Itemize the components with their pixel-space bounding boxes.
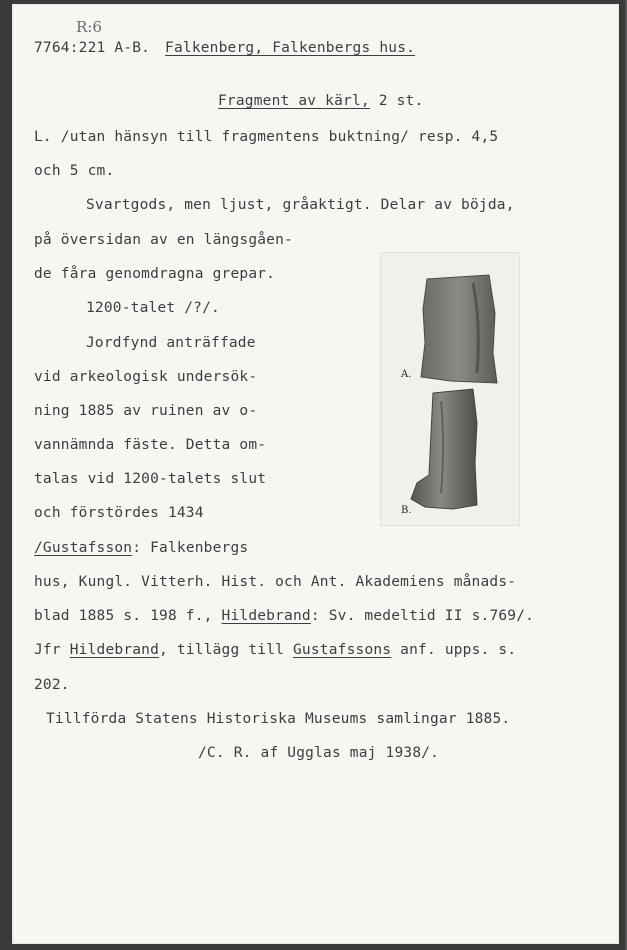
site-title: Falkenberg, Falkenbergs hus. <box>165 40 416 56</box>
text-line-5: de fåra genomdragna grepar. <box>34 266 276 282</box>
ref-hildebrand-2: Hildebrand <box>69 642 160 658</box>
text-line-10: vannämnda fäste. Detta om- <box>34 437 267 453</box>
text-line-11: talas vid 1200-talets slut <box>34 471 267 487</box>
text-line-3: Svartgods, men ljust, gråaktigt. Delar av böjda, <box>86 197 515 213</box>
text-fragment: blad 1885 s. 198 f., <box>34 608 222 624</box>
handwritten-note: R:6 <box>76 18 102 36</box>
artifact-photo <box>380 252 520 526</box>
header-line <box>34 40 415 56</box>
ref-gustafssons: Gustafssons <box>293 642 392 658</box>
object-title <box>218 93 423 109</box>
text-line-13 <box>34 540 248 556</box>
signature-line: /C. R. af Ugglas maj 1938/. <box>198 745 440 761</box>
text-line-15 <box>34 608 534 624</box>
catalog-number: 7764:221 A-B. <box>34 40 151 56</box>
text-fragment: , tillägg till <box>159 642 293 658</box>
catalog-card <box>12 4 619 944</box>
text-line-14: hus, Kungl. Vitterh. Hist. och Ant. Akademiens månads- <box>34 574 517 590</box>
text-line-18: Tillförda Statens Historiska Museums samlingar 1885. <box>46 711 511 727</box>
label-b: B. <box>401 505 412 516</box>
object-name: Fragment av kärl, <box>218 93 370 109</box>
text-line-8: vid arkeologisk undersök- <box>34 369 258 385</box>
text-line-17: 202. <box>34 677 70 693</box>
ref-gustafsson: /Gustafsson <box>34 540 133 556</box>
text-fragment: Jfr <box>34 642 70 658</box>
object-count: 2 st. <box>378 93 424 109</box>
shard-a-image <box>381 253 519 525</box>
text-line-1: L. /utan hänsyn till fragmentens buktning/ resp. 4,5 <box>34 129 499 145</box>
text-fragment: : Falkenbergs <box>132 540 249 556</box>
text-line-6: 1200-talet /?/. <box>86 300 220 316</box>
text-line-7: Jordfynd anträffade <box>86 335 256 351</box>
text-line-16 <box>34 642 516 658</box>
text-line-2: och 5 cm. <box>34 163 115 179</box>
text-fragment: : Sv. medeltid II s.769/. <box>310 608 535 624</box>
ref-hildebrand: Hildebrand <box>221 608 311 624</box>
text-line-4: på översidan av en längsgåen- <box>34 232 293 248</box>
text-fragment: anf. upps. s. <box>391 642 517 658</box>
text-line-9: ning 1885 av ruinen av o- <box>34 403 258 419</box>
text-line-12: och förstördes 1434 <box>34 505 204 521</box>
label-a: A. <box>401 369 412 380</box>
